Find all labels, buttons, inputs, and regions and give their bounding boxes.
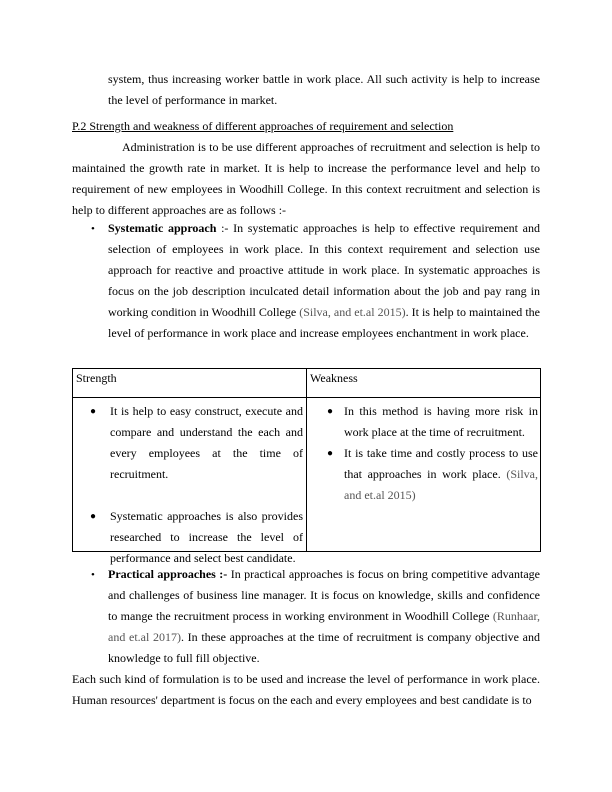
weakness-item: It is take time and costly process to use that approaches in work place. [344,446,538,481]
citation: (Silva, and et.al 2015) [344,467,538,502]
strength-weakness-table [72,368,541,565]
systematic-approach-paragraph [108,218,540,344]
table-header-row [73,369,541,398]
section-heading: P.2 Strength and weakness of different approaches of requirement and selection [72,119,454,133]
weakness-header: Weakness [307,369,541,398]
strength-item: It is help to easy construct, execute and compare and understand the each and every employees at the time of recruitment. [110,404,303,481]
systematic-approach-title: Systematic approach [108,221,217,235]
weakness-cell [307,398,541,552]
weakness-item: In this method is having more risk in work place at the time of recruitment. [344,404,538,439]
table-row [73,398,541,552]
bullet-icon: • [91,569,95,581]
bullet-icon: ● [90,406,97,417]
strength-header: Strength [73,369,307,398]
systematic-approach-text-end: . It is help to maintained the level of performance in work place and increase employees enchantment in work place. [108,305,540,340]
weakness-item-with-citation [344,443,538,506]
bullet-icon: ● [327,406,334,417]
continuation-paragraph: system, thus increasing worker battle in work place. All such activity is help to increase the level of performance in market. [108,72,540,107]
bullet-icon: ● [327,448,334,459]
systematic-approach-text: :- In systematic approaches is help to effective requirement and selection of employees in work place. In this context requirement and selection use approach for reactive and proactive attitude in work place. In systematic approaches is focus on the job description inculcated detail information about the job and pay rang in working condition in Woodhill College [108,221,540,319]
strength-item: Systematic approaches is also provides researched to increase the level of performance and select best candidate. [110,509,303,565]
citation: (Silva, and et.al 2015) [299,305,406,319]
intro-paragraph: Administration is to be use different approaches of recruitment and selection is help to maintained the growth rate in market. It is help to increase the performance level and help to requirement of new employees in Woodhill College. In this context recruitment and selection is help to different approaches are as follows :- [72,140,540,217]
bullet-icon: ● [90,511,97,522]
practical-approach-text: In practical approaches is focus on bring competitive advantage and challenges of business line manager. It is focus on knowledge, skills and confidence to mange the recruitment process in working environment in Woodhill College [108,567,540,623]
practical-approach-text-end: . In these approaches at the time of recruitment is company objective and knowledge to full fill objective. [108,630,540,665]
strength-cell [73,398,307,565]
bullet-icon: • [91,223,95,235]
practical-approach-title: Practical approaches :- [108,567,228,581]
closing-paragraph: Each such kind of formulation is to be used and increase the level of performance in work place. Human resources' department is focus on the each and every employees and best candidate is to [72,672,540,707]
practical-approach-paragraph [108,564,540,669]
citation: (Runhaar, and et.al 2017) [108,609,540,644]
